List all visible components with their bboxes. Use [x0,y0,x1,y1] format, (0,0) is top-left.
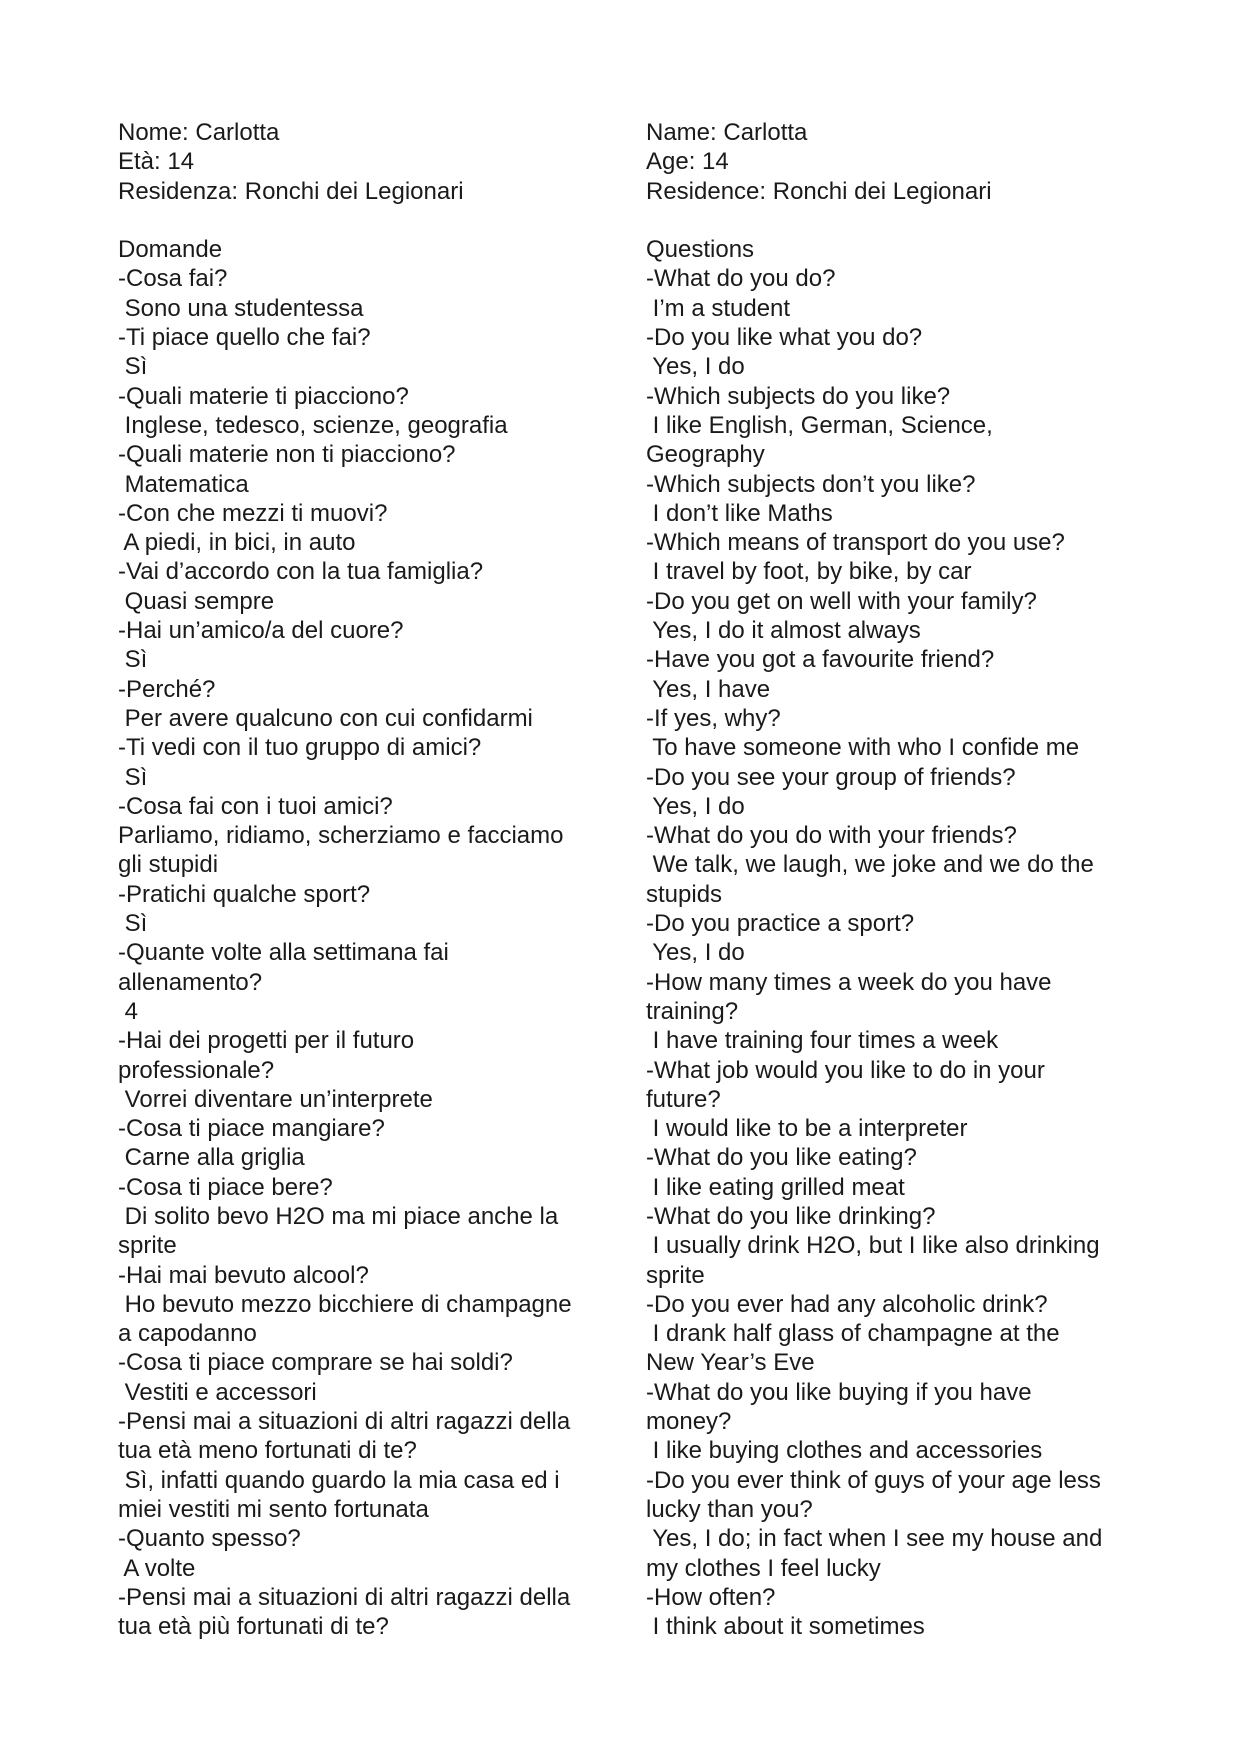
italian-text-line: -Con che mezzi ti muovi? [118,499,388,527]
italian-text-line: Quasi sempre [118,587,275,615]
italian-text-line: -Pensi mai a situazioni di altri ragazzi della [118,1408,571,1436]
italian-text-line: -Ti piace quello che fai? [118,324,371,352]
english-text-line: -Do you ever had any alcoholic drink? [646,1290,1048,1318]
italian-text-line: -Perché? [118,675,216,703]
english-text-line: -Do you get on well with your family? [646,587,1037,615]
italian-text-line: Di solito bevo H2O ma mi piace anche la [118,1202,559,1230]
italian-text-line: tua età meno fortunati di te? [118,1437,417,1465]
italian-text-line: -Cosa ti piace comprare se hai soldi? [118,1349,513,1377]
italian-text-line: Matematica [118,470,249,498]
italian-text-line: Inglese, tedesco, scienze, geografia [118,411,508,439]
english-text-line: We talk, we laugh, we joke and we do the [646,851,1094,879]
italian-text-line: Sì [118,763,148,791]
english-text-line: Yes, I do; in fact when I see my house and [646,1525,1103,1553]
english-text-line: -What do you like drinking? [646,1202,936,1230]
italian-text-line: Nome: Carlotta [118,119,280,146]
italian-text-line: -Hai dei progetti per il futuro [118,1027,415,1055]
english-text-line: I’m a student [646,294,791,322]
italian-text-line: sprite [118,1232,177,1260]
italian-text-line: 4 [118,997,139,1025]
italian-interview-column [118,118,618,1641]
english-text-line: -If yes, why? [646,704,781,732]
italian-text-line: Parliamo, ridiamo, scherziamo e facciamo [118,822,564,850]
italian-text-line: -Ti vedi con il tuo gruppo di amici? [118,734,482,762]
english-text-line: I think about it sometimes [646,1613,925,1641]
italian-text-line: -Quali materie ti piacciono? [118,382,409,410]
english-text-line: Geography [646,441,765,469]
english-text-line: -Which means of transport do you use? [646,529,1065,557]
english-interview-column [646,118,1146,1641]
italian-text-line: Età: 14 [118,148,195,176]
english-text-line: Questions [646,236,755,264]
italian-text-line: Vestiti e accessori [118,1378,317,1406]
english-text-line: future? [646,1085,721,1113]
italian-text-line: Ho bevuto mezzo bicchiere di champagne [118,1290,572,1318]
italian-text-line: -Quanto spesso? [118,1525,301,1553]
english-text-line: money? [646,1408,732,1436]
italian-text-line: -Cosa ti piace mangiare? [118,1115,385,1143]
italian-text-line: miei vestiti mi sento fortunata [118,1495,429,1523]
english-text-line: -Which subjects do you like? [646,382,951,410]
english-text-line: I don’t like Maths [646,499,833,527]
english-text-line: sprite [646,1261,705,1289]
italian-text-line: allenamento? [118,968,263,996]
english-text-line: Yes, I do [646,792,745,820]
italian-text-line: gli stupidi [118,851,219,879]
english-text-line: I like eating grilled meat [646,1173,905,1201]
english-text-line: -Do you ever think of guys of your age less [646,1466,1101,1494]
italian-text-line: Sì [118,646,148,674]
italian-text-line: Sì, infatti quando guardo la mia casa ed i [118,1466,560,1494]
english-text-line: To have someone with who I confide me [646,734,1080,762]
english-text-line: training? [646,997,739,1025]
english-text-line: -What job would you like to do in your [646,1056,1045,1084]
english-text-line: I like buying clothes and accessories [646,1437,1043,1465]
english-text-line: I drank half glass of champagne at the [646,1320,1060,1348]
english-text-line: Residence: Ronchi dei Legionari [646,177,992,205]
english-text-line: -What do you do? [646,265,836,293]
italian-text-line: Sì [118,353,148,381]
italian-text-line: Residenza: Ronchi dei Legionari [118,177,464,205]
english-text-line: -What do you like eating? [646,1144,917,1172]
italian-text-line: -Vai d’accordo con la tua famiglia? [118,558,484,586]
italian-text-line: A piedi, in bici, in auto [118,529,356,557]
italian-text-line: Sì [118,910,148,938]
english-text-line: Yes, I do it almost always [646,617,921,645]
english-text-line [646,206,1146,235]
italian-text-line: -Quante volte alla settimana fai [118,939,449,967]
italian-text-line: Per avere qualcuno con cui confidarmi [118,704,533,732]
italian-text-line: -Quali materie non ti piacciono? [118,441,456,469]
english-text-line: -What do you do with your friends? [646,822,1017,850]
italian-text-line [118,206,618,235]
english-text-line: -Do you see your group of friends? [646,763,1016,791]
italian-text-line: -Cosa fai con i tuoi amici? [118,792,393,820]
english-text-line: Name: Carlotta [646,119,808,146]
italian-text-line: professionale? [118,1056,275,1084]
english-text-line: Yes, I have [646,675,771,703]
english-text-line: -Do you like what you do? [646,324,923,352]
english-text-line: -Which subjects don’t you like? [646,470,976,498]
italian-text-line: -Cosa fai? [118,265,228,293]
italian-text-line: Domande [118,236,223,264]
english-text-line: I travel by foot, by bike, by car [646,558,972,586]
english-text-line: I like English, German, Science, [646,411,993,439]
english-text-line: Yes, I do [646,939,745,967]
english-text-line: my clothes I feel lucky [646,1554,881,1582]
english-text-line: New Year’s Eve [646,1349,815,1377]
italian-text-line: A volte [118,1554,196,1582]
english-text-line: -How many times a week do you have [646,968,1052,996]
english-text-line: -What do you like buying if you have [646,1378,1032,1406]
english-text-line: I usually drink H2O, but I like also drinking [646,1232,1100,1260]
english-text-line: -Have you got a favourite friend? [646,646,995,674]
italian-text-line: tua età più fortunati di te? [118,1613,389,1641]
english-text-line: lucky than you? [646,1495,813,1523]
english-text-line: I have training four times a week [646,1027,999,1055]
italian-text-line: -Hai mai bevuto alcool? [118,1261,369,1289]
english-text-line: I would like to be a interpreter [646,1115,968,1143]
italian-text-line: a capodanno [118,1320,257,1348]
italian-text-line: -Hai un’amico/a del cuore? [118,617,404,645]
italian-text-line: Sono una studentessa [118,294,364,322]
italian-text-line: -Pensi mai a situazioni di altri ragazzi della [118,1583,571,1611]
english-text-line: stupids [646,880,723,908]
english-text-line: -Do you practice a sport? [646,910,915,938]
italian-text-line: Vorrei diventare un’interprete [118,1085,433,1113]
english-text-line: Yes, I do [646,353,745,381]
english-text-line: -How often? [646,1583,776,1611]
italian-text-line: -Cosa ti piace bere? [118,1173,333,1201]
italian-text-line: Carne alla griglia [118,1144,305,1172]
italian-text-line: -Pratichi qualche sport? [118,880,371,908]
english-text-line: Age: 14 [646,148,729,176]
